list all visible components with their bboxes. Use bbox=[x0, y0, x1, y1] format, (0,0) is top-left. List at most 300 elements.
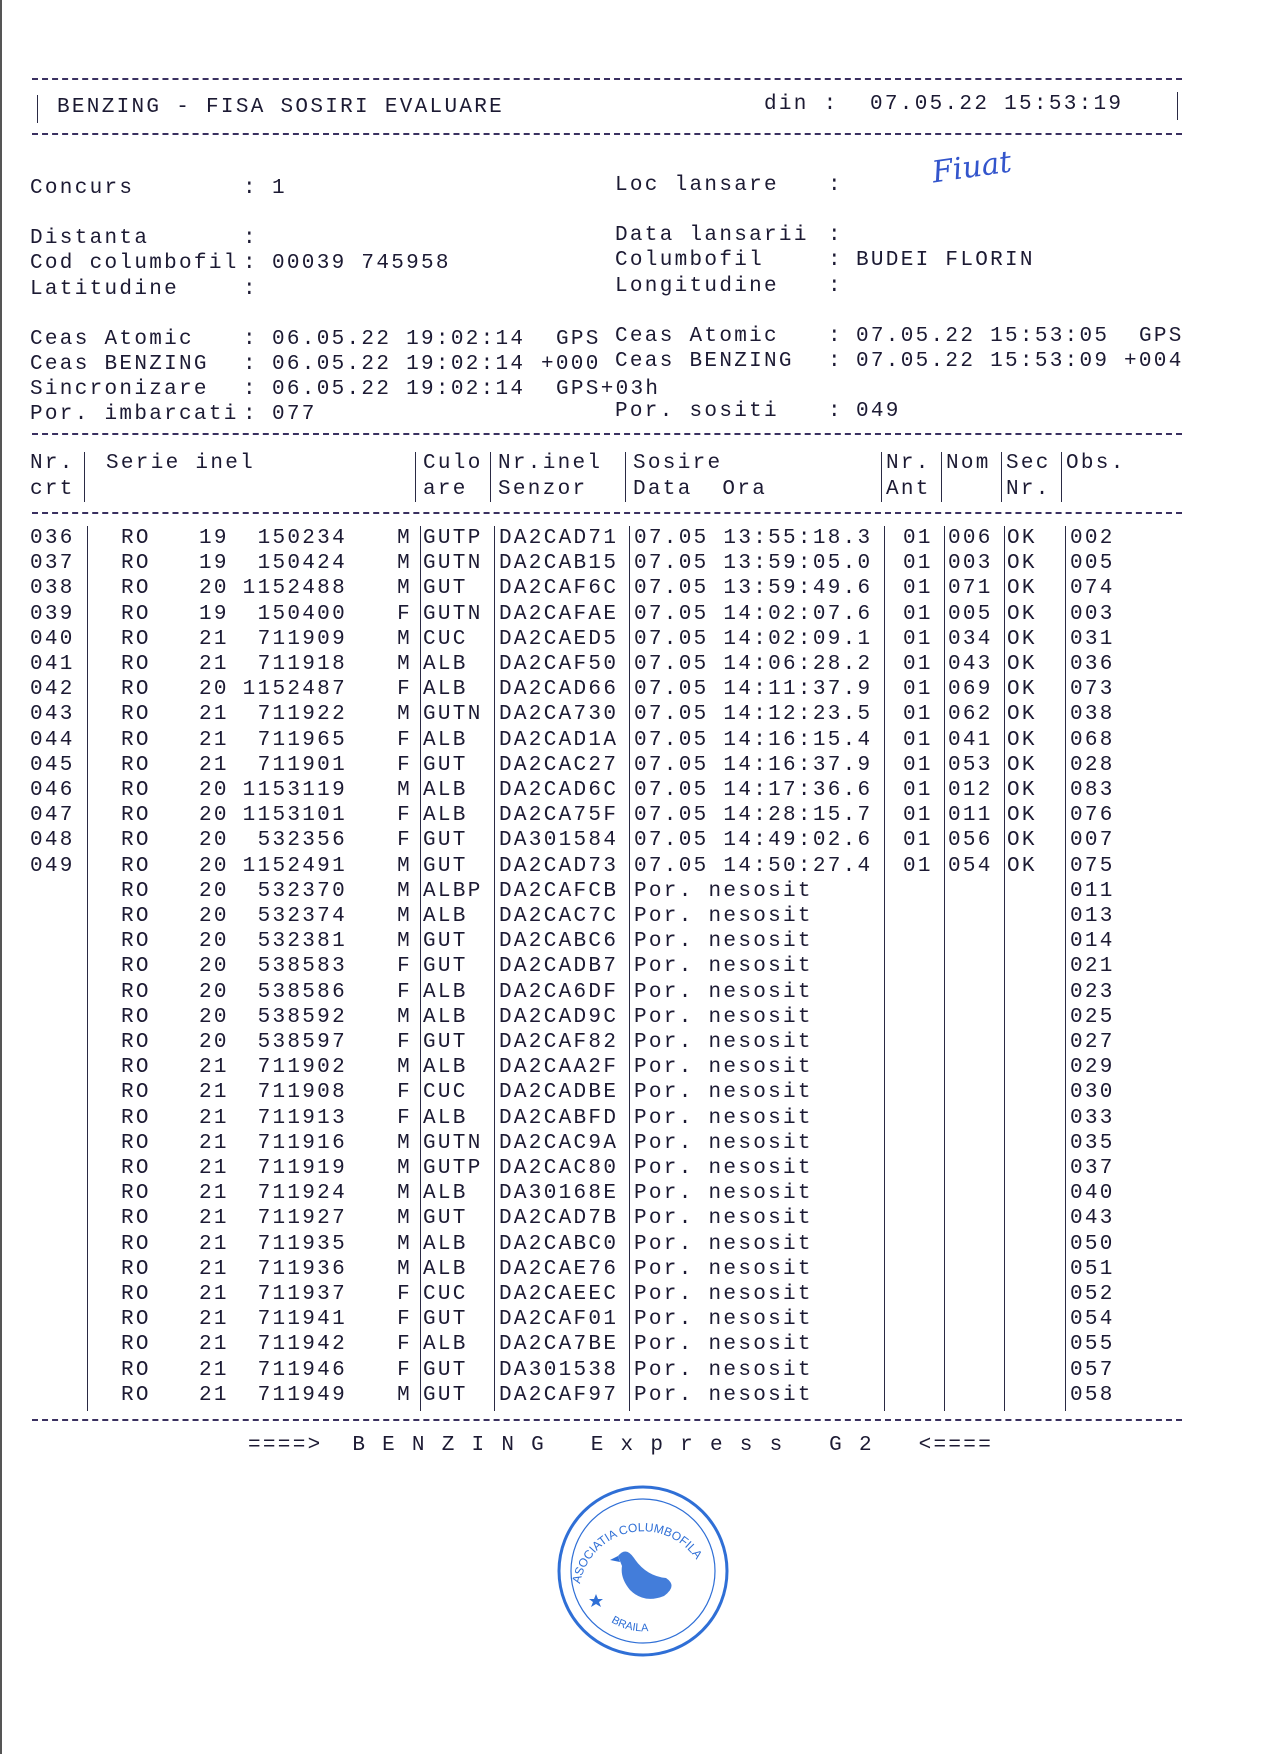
cell-inel: 711924 bbox=[257, 1182, 347, 1206]
cell-culoare: GUT bbox=[423, 753, 468, 777]
cell-senzor: DA2CA6DF bbox=[499, 980, 619, 1004]
cell-sex: F bbox=[397, 1333, 412, 1357]
cell-ant: 01 bbox=[903, 804, 933, 828]
cell-obs: 011 bbox=[1070, 879, 1115, 903]
cell-culoare: GUT bbox=[423, 854, 468, 878]
cell-inel: 711919 bbox=[257, 1157, 347, 1180]
divider bbox=[32, 433, 1182, 435]
cell-an: 21 bbox=[199, 1257, 229, 1281]
por-sositi-label: Por. sositi bbox=[615, 400, 779, 423]
cell-sosire: 07.05 14:06:28.2 bbox=[634, 653, 873, 676]
colon: : bbox=[243, 328, 258, 351]
cell-inel: 532381 bbox=[257, 930, 347, 954]
cell-sec: OK bbox=[1007, 854, 1037, 878]
cell-culoare: ALB bbox=[423, 678, 468, 702]
colon: : bbox=[243, 403, 258, 426]
cell-nr: 044 bbox=[30, 728, 75, 752]
cell-inel: 150400 bbox=[257, 602, 347, 626]
cell-inel: 711936 bbox=[257, 1257, 347, 1281]
cell-senzor: DA301584 bbox=[499, 829, 619, 853]
ceas-atomic-start-value: 06.05.22 19:02:14 bbox=[272, 328, 526, 351]
cell-obs: 038 bbox=[1070, 703, 1115, 727]
cell-tara: RO bbox=[121, 1257, 151, 1281]
col-header-culoare: Culo bbox=[423, 452, 483, 475]
ceas-benzing-start-label: Ceas BENZING bbox=[30, 353, 209, 376]
cell-culoare: ALB bbox=[423, 1232, 468, 1256]
cell-senzor: DA2CAD71 bbox=[499, 527, 619, 550]
longitudine-label: Longitudine bbox=[615, 275, 779, 298]
cell-nom: 056 bbox=[948, 829, 993, 853]
cell-ant: 01 bbox=[903, 703, 933, 727]
cell-an: 21 bbox=[199, 1081, 229, 1105]
por-sositi-value: 049 bbox=[856, 400, 901, 423]
col-header-ant: Nr. bbox=[886, 452, 931, 475]
cell-inel: 1152487 bbox=[242, 678, 347, 702]
por-imbarcati-label: Por. imbarcati bbox=[30, 403, 239, 426]
cell-nr: 049 bbox=[30, 854, 75, 878]
cell-tara: RO bbox=[121, 678, 151, 702]
cell-an: 20 bbox=[199, 577, 229, 601]
cell-sex: M bbox=[397, 653, 412, 676]
cell-tara: RO bbox=[121, 1157, 151, 1180]
cell-sec: OK bbox=[1007, 753, 1037, 777]
stamp-text-top: ASOCIATIA COLUMBOFILA bbox=[569, 1520, 706, 1585]
cell-nom: 069 bbox=[948, 678, 993, 702]
cell-senzor: DA2CAE76 bbox=[499, 1257, 619, 1281]
col-header-sosire-sub: Data Ora bbox=[633, 478, 768, 501]
cell-sosire: Por. nesosit bbox=[634, 955, 813, 979]
cell-sosire: Por. nesosit bbox=[634, 1056, 813, 1080]
cell-obs: 040 bbox=[1070, 1182, 1115, 1206]
cell-nom: 062 bbox=[948, 703, 993, 727]
cell-culoare: CUC bbox=[423, 627, 468, 651]
ceas-atomic-end-value: 07.05.22 15:53:05 bbox=[856, 325, 1110, 348]
col-header-senzor-sub: Senzor bbox=[498, 478, 588, 501]
col-header-culoare-sub: are bbox=[423, 478, 468, 501]
cell-inel: 532356 bbox=[257, 829, 347, 853]
col-header-senzor: Nr.inel bbox=[498, 452, 603, 475]
colon: : bbox=[828, 400, 843, 423]
col-line bbox=[1065, 526, 1066, 1411]
cell-inel: 711918 bbox=[257, 653, 347, 676]
cell-culoare: GUT bbox=[423, 1031, 468, 1054]
cell-nom: 071 bbox=[948, 577, 993, 601]
cell-senzor: DA2CAD9C bbox=[499, 1005, 619, 1029]
cell-tara: RO bbox=[121, 1005, 151, 1029]
cell-ant: 01 bbox=[903, 753, 933, 777]
col-header-sosire: Sosire bbox=[633, 452, 723, 475]
cell-ant: 01 bbox=[903, 552, 933, 576]
cell-obs: 033 bbox=[1070, 1106, 1115, 1130]
cell-tara: RO bbox=[121, 779, 151, 802]
cell-sosire: Por. nesosit bbox=[634, 1333, 813, 1357]
cell-senzor: DA2CAB15 bbox=[499, 552, 619, 576]
cell-senzor: DA2CAC9A bbox=[499, 1131, 619, 1155]
cell-nr: 038 bbox=[30, 577, 75, 601]
cell-senzor: DA2CABFD bbox=[499, 1106, 619, 1130]
pigeon-icon bbox=[618, 1551, 672, 1598]
cell-culoare: ALB bbox=[423, 728, 468, 752]
cell-sex: F bbox=[397, 1081, 412, 1105]
cell-an: 21 bbox=[199, 1106, 229, 1130]
cell-sex: M bbox=[397, 552, 412, 576]
cell-obs: 050 bbox=[1070, 1232, 1115, 1256]
col-header-sec: Sec bbox=[1006, 452, 1051, 475]
cell-tara: RO bbox=[121, 653, 151, 676]
cell-sec: OK bbox=[1007, 728, 1037, 752]
cell-obs: 057 bbox=[1070, 1358, 1115, 1382]
cell-tara: RO bbox=[121, 1081, 151, 1105]
cell-inel: 538583 bbox=[257, 955, 347, 979]
cell-senzor: DA301538 bbox=[499, 1358, 619, 1382]
divider bbox=[32, 512, 1182, 514]
cell-obs: 014 bbox=[1070, 930, 1115, 954]
cell-obs: 054 bbox=[1070, 1308, 1115, 1332]
col-line bbox=[884, 526, 885, 1411]
cell-an: 19 bbox=[199, 527, 229, 550]
cell-obs: 052 bbox=[1070, 1283, 1115, 1306]
footer-brand: ====> B E N Z I N G E x p r e s s G 2 <==== bbox=[248, 1434, 994, 1457]
cell-sosire: Por. nesosit bbox=[634, 1207, 813, 1231]
cell-sosire: 07.05 13:59:49.6 bbox=[634, 577, 873, 601]
cell-tara: RO bbox=[121, 1358, 151, 1382]
cell-culoare: ALB bbox=[423, 804, 468, 828]
colon: : bbox=[243, 227, 258, 250]
col-line bbox=[944, 526, 945, 1411]
cell-senzor: DA2CAED5 bbox=[499, 627, 619, 651]
cell-obs: 031 bbox=[1070, 627, 1115, 651]
ceas-benzing-start-value: 06.05.22 19:02:14 bbox=[272, 353, 526, 376]
ceas-atomic-start-label: Ceas Atomic bbox=[30, 328, 194, 351]
cell-sec: OK bbox=[1007, 602, 1037, 626]
cell-inel: 711901 bbox=[257, 753, 347, 777]
por-imbarcati-value: 077 bbox=[272, 403, 317, 426]
cell-nr: 046 bbox=[30, 779, 75, 802]
cell-inel: 538592 bbox=[257, 1005, 347, 1029]
col-line bbox=[629, 526, 630, 1411]
divider bbox=[32, 1419, 1182, 1421]
cell-senzor: DA2CAFCB bbox=[499, 879, 619, 903]
cell-obs: 021 bbox=[1070, 955, 1115, 979]
cell-obs: 073 bbox=[1070, 678, 1115, 702]
cell-sex: F bbox=[397, 753, 412, 777]
cell-sosire: Por. nesosit bbox=[634, 1308, 813, 1332]
cell-tara: RO bbox=[121, 577, 151, 601]
cell-senzor: DA2CAC27 bbox=[499, 753, 619, 777]
cell-an: 21 bbox=[199, 1207, 229, 1231]
columbofil-value: BUDEI FLORIN bbox=[856, 249, 1035, 272]
report-datetime: 07.05.22 15:53:19 bbox=[870, 93, 1124, 116]
cell-ant: 01 bbox=[903, 577, 933, 601]
cell-sex: F bbox=[397, 1031, 412, 1054]
sincronizare-suffix: GPS+03h bbox=[556, 378, 661, 401]
latitudine-label: Latitudine bbox=[30, 278, 180, 301]
cell-senzor: DA2CA75F bbox=[499, 804, 619, 828]
cell-tara: RO bbox=[121, 552, 151, 576]
col-line bbox=[941, 452, 942, 502]
cell-an: 20 bbox=[199, 1005, 229, 1029]
cell-culoare: CUC bbox=[423, 1283, 468, 1306]
cell-inel: 150424 bbox=[257, 552, 347, 576]
cell-obs: 003 bbox=[1070, 602, 1115, 626]
cell-senzor: DA2CA730 bbox=[499, 703, 619, 727]
cell-tara: RO bbox=[121, 804, 151, 828]
cell-inel: 1152491 bbox=[242, 854, 347, 878]
cell-culoare: GUTN bbox=[423, 1131, 483, 1155]
cell-inel: 532370 bbox=[257, 879, 347, 903]
colon: : bbox=[828, 325, 843, 348]
cell-senzor: DA2CAF01 bbox=[499, 1308, 619, 1332]
sincronizare-label: Sincronizare bbox=[30, 378, 209, 401]
cell-senzor: DA2CAD66 bbox=[499, 678, 619, 702]
cell-obs: 043 bbox=[1070, 1207, 1115, 1231]
cell-senzor: DA2CAEEC bbox=[499, 1283, 619, 1306]
columbofil-label: Columbofil bbox=[615, 249, 765, 272]
cell-sosire: 07.05 14:16:15.4 bbox=[634, 728, 873, 752]
cell-sosire: 07.05 14:49:02.6 bbox=[634, 829, 873, 853]
divider bbox=[32, 78, 1182, 80]
cell-obs: 074 bbox=[1070, 577, 1115, 601]
col-line bbox=[881, 452, 882, 502]
ceas-benzing-end-suffix: +004 bbox=[1124, 350, 1184, 373]
cell-sex: F bbox=[397, 602, 412, 626]
cell-senzor: DA2CAA2F bbox=[499, 1056, 619, 1080]
cell-an: 21 bbox=[199, 1383, 229, 1407]
cell-inel: 538597 bbox=[257, 1031, 347, 1054]
cell-sosire: Por. nesosit bbox=[634, 1081, 813, 1105]
cell-obs: 035 bbox=[1070, 1131, 1115, 1155]
cell-an: 21 bbox=[199, 1182, 229, 1206]
cell-culoare: ALB bbox=[423, 905, 468, 928]
cell-inel: 150234 bbox=[257, 527, 347, 550]
cell-an: 21 bbox=[199, 1358, 229, 1382]
col-header-sec-sub: Nr. bbox=[1006, 478, 1051, 501]
cell-an: 20 bbox=[199, 930, 229, 954]
cell-sec: OK bbox=[1007, 779, 1037, 802]
cell-obs: 013 bbox=[1070, 905, 1115, 928]
ceas-atomic-end-suffix: GPS bbox=[1139, 325, 1184, 348]
cell-culoare: ALB bbox=[423, 1056, 468, 1080]
cell-tara: RO bbox=[121, 930, 151, 954]
cell-tara: RO bbox=[121, 955, 151, 979]
cell-senzor: DA2CAD1A bbox=[499, 728, 619, 752]
cell-sex: F bbox=[397, 1308, 412, 1332]
handwritten-signature: Fiuat bbox=[929, 144, 1014, 191]
scan-edge bbox=[0, 0, 2, 1754]
col-line bbox=[494, 526, 495, 1411]
cell-sosire: Por. nesosit bbox=[634, 1182, 813, 1206]
cell-sosire: Por. nesosit bbox=[634, 879, 813, 903]
cell-tara: RO bbox=[121, 1207, 151, 1231]
cell-ant: 01 bbox=[903, 527, 933, 550]
col-line bbox=[415, 452, 416, 502]
cod-columbofil-value: 00039 745958 bbox=[272, 252, 451, 275]
cell-obs: 007 bbox=[1070, 829, 1115, 853]
col-header-nom: Nom bbox=[946, 452, 991, 475]
cell-an: 20 bbox=[199, 779, 229, 802]
cell-ant: 01 bbox=[903, 779, 933, 802]
cell-senzor: DA2CAD6C bbox=[499, 779, 619, 802]
col-header-serie: Serie inel bbox=[106, 452, 256, 475]
cell-sosire: Por. nesosit bbox=[634, 1232, 813, 1256]
cell-obs: 025 bbox=[1070, 1005, 1115, 1029]
cell-senzor: DA2CAF82 bbox=[499, 1031, 619, 1054]
cell-an: 20 bbox=[199, 678, 229, 702]
cell-tara: RO bbox=[121, 1308, 151, 1332]
cell-an: 20 bbox=[199, 804, 229, 828]
cell-inel: 711942 bbox=[257, 1333, 347, 1357]
cell-senzor: DA2CAF50 bbox=[499, 653, 619, 676]
cell-culoare: GUT bbox=[423, 829, 468, 853]
cell-sex: M bbox=[397, 1257, 412, 1281]
cell-ant: 01 bbox=[903, 854, 933, 878]
cell-sosire: Por. nesosit bbox=[634, 1005, 813, 1029]
cell-tara: RO bbox=[121, 1106, 151, 1130]
col-line bbox=[84, 452, 85, 502]
cell-an: 20 bbox=[199, 879, 229, 903]
col-header-ant-sub: Ant bbox=[886, 478, 931, 501]
cell-inel: 711913 bbox=[257, 1106, 347, 1130]
ceas-atomic-end-label: Ceas Atomic bbox=[615, 325, 779, 348]
ceas-benzing-start-suffix: +000 bbox=[541, 353, 601, 376]
cell-obs: 075 bbox=[1070, 854, 1115, 878]
colon: : bbox=[243, 177, 258, 200]
col-line bbox=[87, 526, 88, 1411]
cell-sec: OK bbox=[1007, 577, 1037, 601]
cell-obs: 027 bbox=[1070, 1031, 1115, 1054]
cell-nr: 040 bbox=[30, 627, 75, 651]
cell-senzor: DA2CABC0 bbox=[499, 1232, 619, 1256]
cell-senzor: DA2CAC80 bbox=[499, 1157, 619, 1180]
cell-sosire: Por. nesosit bbox=[634, 1257, 813, 1281]
cell-tara: RO bbox=[121, 879, 151, 903]
cell-inel: 711946 bbox=[257, 1358, 347, 1382]
cell-sosire: Por. nesosit bbox=[634, 1031, 813, 1054]
cell-sec: OK bbox=[1007, 552, 1037, 576]
cell-sex: F bbox=[397, 728, 412, 752]
cell-nr: 036 bbox=[30, 527, 75, 550]
cell-inel: 532374 bbox=[257, 905, 347, 928]
concurs-label: Concurs bbox=[30, 177, 135, 200]
cell-nom: 011 bbox=[948, 804, 993, 828]
cell-sex: F bbox=[397, 829, 412, 853]
col-line bbox=[490, 452, 491, 502]
cell-culoare: GUT bbox=[423, 1308, 468, 1332]
cell-culoare: GUTN bbox=[423, 602, 483, 626]
cell-tara: RO bbox=[121, 1131, 151, 1155]
cell-inel: 1152488 bbox=[242, 577, 347, 601]
cell-nr: 041 bbox=[30, 653, 75, 676]
cell-culoare: ALB bbox=[423, 1333, 468, 1357]
cell-tara: RO bbox=[121, 602, 151, 626]
cell-culoare: GUT bbox=[423, 1358, 468, 1382]
cell-an: 21 bbox=[199, 753, 229, 777]
cell-nom: 053 bbox=[948, 753, 993, 777]
cell-obs: 005 bbox=[1070, 552, 1115, 576]
cell-sosire: 07.05 14:16:37.9 bbox=[634, 753, 873, 777]
cell-sex: M bbox=[397, 1182, 412, 1206]
cell-sex: M bbox=[397, 779, 412, 802]
cell-an: 21 bbox=[199, 653, 229, 676]
cell-inel: 711935 bbox=[257, 1232, 347, 1256]
cell-sosire: 07.05 14:12:23.5 bbox=[634, 703, 873, 727]
cell-tara: RO bbox=[121, 1283, 151, 1306]
cell-obs: 051 bbox=[1070, 1257, 1115, 1281]
cell-sex: M bbox=[397, 1232, 412, 1256]
cell-sosire: Por. nesosit bbox=[634, 930, 813, 954]
cell-sex: M bbox=[397, 854, 412, 878]
header-left-bar bbox=[37, 95, 38, 123]
cell-inel: 711922 bbox=[257, 703, 347, 727]
cell-nr: 045 bbox=[30, 753, 75, 777]
cell-culoare: GUT bbox=[423, 1383, 468, 1407]
col-header-nr-sub: crt bbox=[30, 478, 75, 501]
colon: : bbox=[828, 174, 843, 197]
cell-ant: 01 bbox=[903, 728, 933, 752]
cell-obs: 058 bbox=[1070, 1383, 1115, 1407]
cell-tara: RO bbox=[121, 1232, 151, 1256]
cell-inel: 711908 bbox=[257, 1081, 347, 1105]
col-line bbox=[625, 452, 626, 502]
cell-culoare: ALB bbox=[423, 653, 468, 676]
cell-nom: 006 bbox=[948, 527, 993, 550]
cell-inel: 711965 bbox=[257, 728, 347, 752]
cell-tara: RO bbox=[121, 703, 151, 727]
cell-sex: F bbox=[397, 980, 412, 1004]
cell-culoare: ALBP bbox=[423, 879, 483, 903]
cell-ant: 01 bbox=[903, 602, 933, 626]
cell-culoare: GUT bbox=[423, 1207, 468, 1231]
loc-lansare-label: Loc lansare bbox=[615, 174, 779, 197]
col-header-obs: Obs. bbox=[1066, 452, 1126, 475]
cell-an: 19 bbox=[199, 602, 229, 626]
cell-an: 19 bbox=[199, 552, 229, 576]
colon: : bbox=[828, 224, 843, 247]
cell-an: 20 bbox=[199, 980, 229, 1004]
cell-obs: 030 bbox=[1070, 1081, 1115, 1105]
svg-text:BRAILA bbox=[609, 1614, 649, 1634]
cell-tara: RO bbox=[121, 1383, 151, 1407]
data-lansarii-label: Data lansarii bbox=[615, 224, 809, 247]
colon: : bbox=[243, 278, 258, 301]
colon: : bbox=[828, 249, 843, 272]
cell-sec: OK bbox=[1007, 804, 1037, 828]
cell-sosire: 07.05 13:59:05.0 bbox=[634, 552, 873, 576]
cod-columbofil-label: Cod columbofil bbox=[30, 252, 239, 275]
cell-senzor: DA30168E bbox=[499, 1182, 619, 1206]
cell-obs: 083 bbox=[1070, 779, 1115, 802]
cell-inel: 711937 bbox=[257, 1283, 347, 1306]
cell-sosire: Por. nesosit bbox=[634, 1131, 813, 1155]
cell-culoare: GUTP bbox=[423, 527, 483, 550]
cell-an: 20 bbox=[199, 829, 229, 853]
cell-culoare: CUC bbox=[423, 1081, 468, 1105]
col-line bbox=[420, 526, 421, 1411]
cell-nom: 005 bbox=[948, 602, 993, 626]
cell-sec: OK bbox=[1007, 527, 1037, 550]
cell-sosire: Por. nesosit bbox=[634, 980, 813, 1004]
cell-senzor: DA2CAF6C bbox=[499, 577, 619, 601]
header-right-bar bbox=[1177, 92, 1178, 120]
cell-obs: 068 bbox=[1070, 728, 1115, 752]
cell-culoare: GUT bbox=[423, 577, 468, 601]
sincronizare-value: 06.05.22 19:02:14 bbox=[272, 378, 526, 401]
cell-sosire: Por. nesosit bbox=[634, 1157, 813, 1180]
cell-sec: OK bbox=[1007, 653, 1037, 676]
cell-sec: OK bbox=[1007, 703, 1037, 727]
col-line bbox=[1061, 452, 1062, 502]
cell-culoare: ALB bbox=[423, 1182, 468, 1206]
